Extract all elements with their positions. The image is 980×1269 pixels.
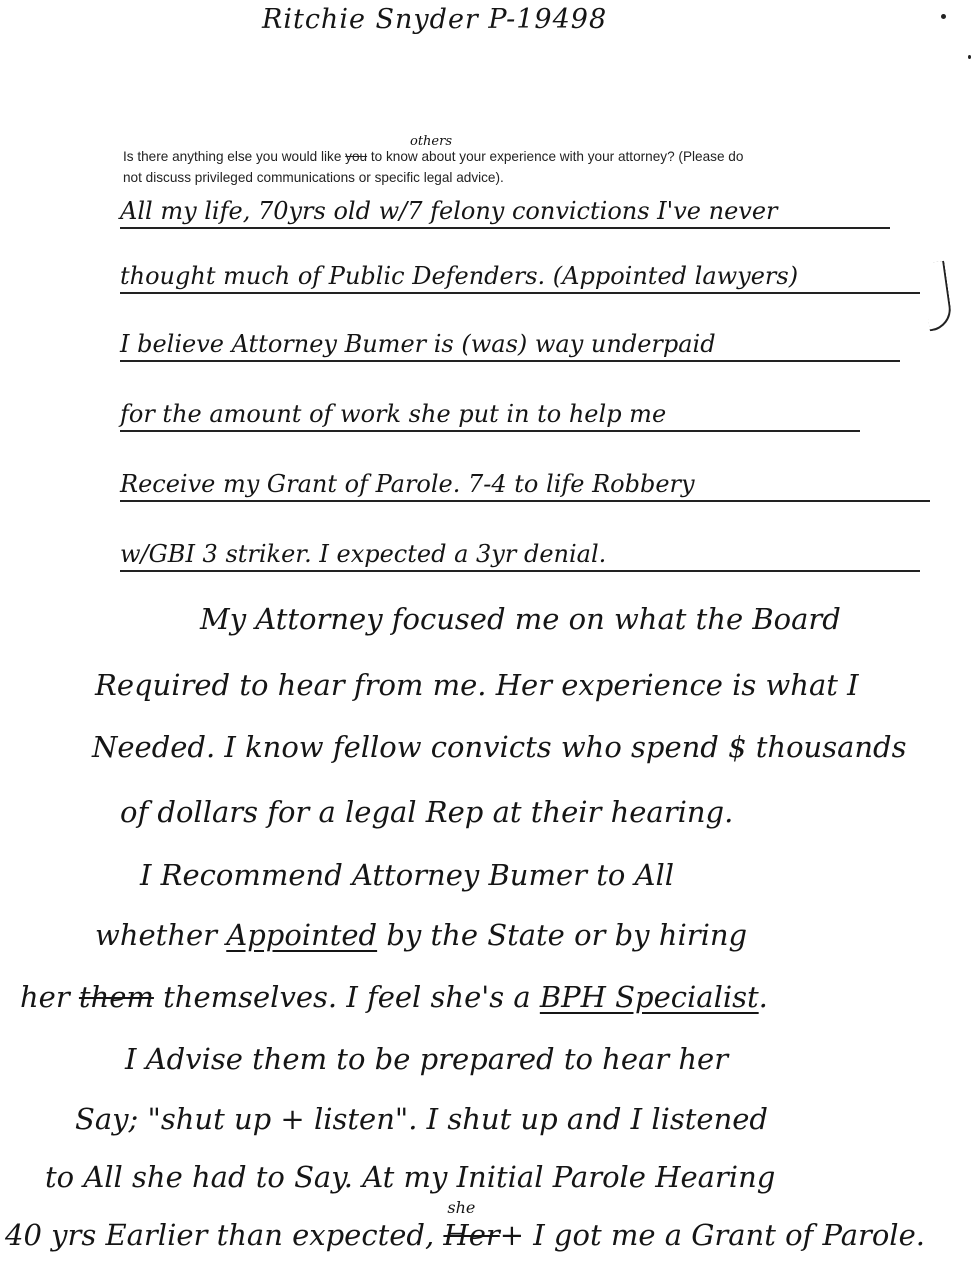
struck-word: Her bbox=[443, 1218, 500, 1252]
answer-line bbox=[95, 918, 747, 952]
answer-line: thought much of Public Defenders. (Appointed lawyers) bbox=[120, 262, 920, 294]
inserted-word: others bbox=[410, 134, 453, 149]
margin-mark bbox=[941, 14, 946, 19]
answer-text: her bbox=[20, 980, 79, 1014]
answer-line: I believe Attorney Bumer is (was) way underpaid bbox=[120, 330, 900, 362]
answer-line: for the amount of work she put in to help me bbox=[120, 400, 860, 432]
answer-line: w/GBI 3 striker. I expected a 3yr denial. bbox=[120, 540, 920, 572]
answer-text: + I got me a Grant of Parole. bbox=[499, 1218, 925, 1252]
answer-line: Needed. I know fellow convicts who spend $ thousands bbox=[92, 730, 907, 764]
answer-line: I Recommend Attorney Bumer to All bbox=[140, 858, 675, 892]
correction bbox=[443, 1198, 500, 1252]
form-question bbox=[123, 134, 883, 188]
question-text: not discuss privileged communications or specific legal advice). bbox=[123, 170, 504, 185]
answer-line: I Advise them to be prepared to hear her bbox=[125, 1042, 729, 1076]
author-name-id: Ritchie Snyder P-19498 bbox=[262, 4, 608, 35]
answer-line: All my life, 70yrs old w/7 felony convictions I've never bbox=[120, 197, 890, 229]
answer-line: Receive my Grant of Parole. 7-4 to life Robbery bbox=[120, 470, 930, 502]
underlined-phrase: BPH Specialist bbox=[539, 980, 759, 1014]
answer-text: . bbox=[758, 980, 768, 1014]
answer-text: by the State or by hiring bbox=[377, 918, 748, 952]
answer-line: to All she had to Say. At my Initial Parole Hearing bbox=[45, 1160, 776, 1194]
answer-text: 40 yrs Earlier than expected, bbox=[5, 1218, 444, 1252]
answer-line: My Attorney focused me on what the Board bbox=[200, 602, 841, 636]
question-text: Is there anything else you would like bbox=[123, 149, 346, 164]
answer-line: of dollars for a legal Rep at their hearing. bbox=[120, 795, 734, 829]
answer-line bbox=[20, 980, 768, 1014]
underlined-word: Appointed bbox=[226, 918, 378, 952]
struck-word: you bbox=[345, 149, 368, 164]
inserted-word: she bbox=[447, 1198, 476, 1217]
answer-line: Say; "shut up + listen". I shut up and I listened bbox=[75, 1102, 768, 1136]
answer-text: whether bbox=[95, 918, 227, 952]
struck-word: them bbox=[78, 980, 154, 1014]
closing-bracket bbox=[920, 261, 953, 332]
question-text: to know about your experience with your attorney? (Please do bbox=[367, 149, 744, 164]
answer-line: Required to hear from me. Her experience is what I bbox=[95, 668, 859, 702]
answer-line bbox=[5, 1198, 925, 1252]
answer-text: themselves. I feel she's a bbox=[153, 980, 540, 1014]
margin-mark bbox=[968, 55, 971, 59]
